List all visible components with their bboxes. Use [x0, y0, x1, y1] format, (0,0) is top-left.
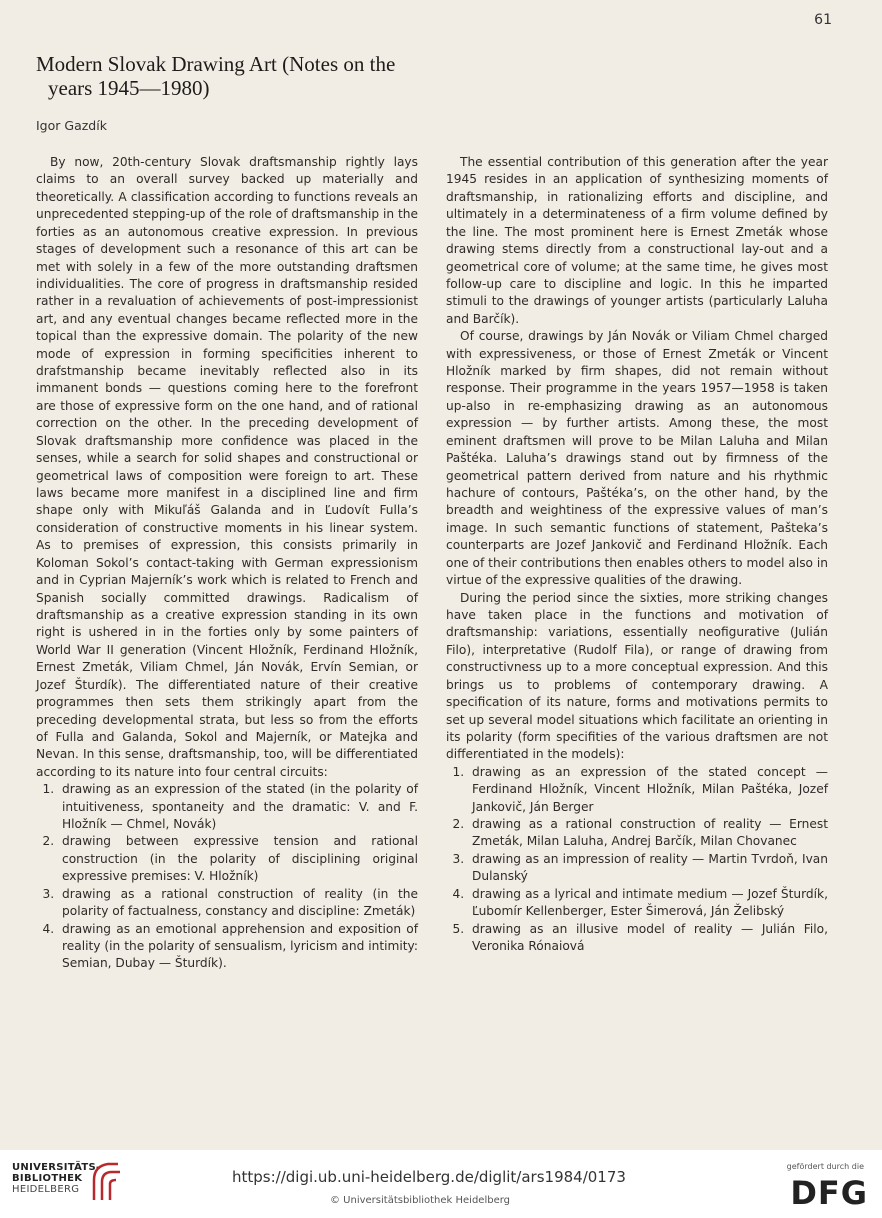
left-column: [36, 154, 418, 973]
right-paragraph: Of course, drawings by Ján Novák or Viliam Chmel charged with expressiveness, or those of Ernest Zmeták or Vincent Hložník marked by firm shapes, did not remain without response. Their programme in the years 1957—1958 is taken up-also in re-emphasizing drawing as an autonomous expression — by further artists. Among these, the most eminent draftsmen will prove to be Milan Laluha and Milan Paštéka. Laluha’s drawings stand out by firmness of the geometrical pattern derived from nature and his rhythmic hachure of contours, Paštéka’s, on the other hand, by the breadth and weightiness of the expressive values of man’s image. In such semantic functions of statement, Pašteka’s counterparts are Jozef Jankovič and Ferdinand Hložník. Each one of their contributions then enables others to model also in virtue of the expressive qualities of the drawing.: [446, 329, 828, 588]
article-title-line-1: Modern Slovak Drawing Art (Notes on the: [36, 52, 396, 76]
left-paragraph: By now, 20th-century Slovak draftsmanship rightly lays claims to an overall survey backed up materially and theoretically. A classification according to functions reveals an unprecedented stepping-up of the role of draftsmanship in the forties as an autonomous creative expression. In previous stages of development such a resonance of this art can be met with solely in a few of the more outstanding draftsmen individualities. The core of progress in draftsmanship resided rather in a revaluation of achievements of post-impressionist art, and any eventual changes became reflected more in the topical than the expressive domain. The polarity of the new mode of expression in forming specificities inherent to drafstmanship became inevitably reflected also in its immanent bonds — questions coming here to the forefront are those of expressive form on the one hand, and of rational correction on the other. In the preceding development of Slovak draftsmanship more confidence was placed in the senses, while a search for solid shapes and constructional or geometrical laws of composition were foreign to art. These laws became more manifest in a disciplined line and firm shape only with Mikuľáš Galanda and in Ľudovít Fulla’s consideration of constructive moments in his linear system. As to premises of expression, this consists primarily in Koloman Sokol’s contact-taking with German expressionism and in Cyprian Majerník’s work which is related to French and Spanish socially committed drawings. Radicalism of draftsmanship as a creative expression standing in its own right is ushered in in the forties only by some painters of World War II generation (Vincent Hložník, Ferdinand Hložník, Ernest Zmeták, Viliam Chmel, Ján Novák, Ervín Semian, or Jozef Šturdík). The differentiated nature of their creative programmes then sets them strikingly apart from the preceding developmental strata, but less so from the efforts of Fulla and Galanda, Sokol and Majerník, or Matejka and Nevan. In this sense, draftsmanship, too, will be differentiated according to its nature into four central circuits:: [36, 155, 418, 779]
copyright-notice: © Universitätsbibliothek Heidelberg: [330, 1195, 511, 1206]
left-list-item: 2. drawing between expressive tension and rational construction (in the polarity of disciplining original expressive premises: V. Hložník): [58, 833, 418, 885]
left-list-item: 1. drawing as an expression of the stated (in the polarity of intuitiveness, spontaneity and the dramatic: V. and F. Hložník — Chmel, Novák): [58, 781, 418, 833]
library-logo-line-2: BIBLIOTHEK: [12, 1173, 83, 1184]
right-paragraph: During the period since the sixties, more striking changes have taken place in the functions and motivation of draftsmanship: variations, essentially neofigurative (Julián Filo), interpretative (Rudolf Fila), or range of drawing from constructivness up to a more conceptual expression. And this brings us to problems of contemporary drawing. A specification of its nature, forms and motivations permits to set up several model situations which facilitate an orienting in its polarity (form specifities of the various draftsmen are not differentiated in the models):: [446, 590, 828, 762]
left-list: [36, 781, 418, 973]
footer-bar: [0, 1150, 882, 1218]
right-list-item: 5. drawing as an illusive model of reality — Julián Filo, Veronika Rónaiová: [468, 921, 828, 956]
right-paragraph: The essential contribution of this generation after the year 1945 resides in an application of synthesizing moments of draftsmanship, in rationalizing efforts and discipline, and ultimately in a determinateness of a firm volume defined by the line. The most prominent here is Ernest Zmeták whose drawing stems directly from a constructional lay-out and a geometrical core of volume; at the same time, he gives most follow-up care to discipline and logic. In this he imparted stimuli to the drawings of younger artists (particularly Laluha and Barčík).: [446, 155, 828, 326]
library-logo-line-3: HEIDELBERG: [12, 1184, 80, 1195]
right-column: [446, 154, 828, 955]
page-number: 61: [814, 12, 832, 28]
author-name: Igor Gazdík: [36, 118, 107, 133]
article-title: [36, 52, 456, 100]
dfg-logo[interactable]: DFG: [790, 1174, 868, 1212]
article-title-line-2: years 1945—1980): [48, 76, 210, 100]
citation-link[interactable]: https://digi.ub.uni-heidelberg.de/diglit/ars1984/0173: [232, 1168, 626, 1186]
right-list-item: 3. drawing as an impression of reality — Martin Tvrdoň, Ivan Dulanský: [468, 851, 828, 886]
left-list-item: 4. drawing as an emotional apprehension and exposition of reality (in the polarity of sensualism, lyricism and intimity: Semian, Dubay — Šturdík).: [58, 921, 418, 973]
right-list: [446, 764, 828, 956]
library-logo-line-1: UNIVERSITÄTS-: [12, 1162, 101, 1173]
funding-label: gefördert durch die: [786, 1162, 864, 1171]
library-emblem-icon: [88, 1160, 124, 1202]
right-list-item: 1. drawing as an expression of the stated concept — Ferdinand Hložník, Vincent Hložník, Milan Paštéka, Jozef Jankovič, Ján Berger: [468, 764, 828, 816]
right-list-item: 4. drawing as a lyrical and intimate medium — Jozef Šturdík, Ľubomír Kellenberger, Ester Šimerová, Ján Želibský: [468, 886, 828, 921]
right-list-item: 2. drawing as a rational construction of reality — Ernest Zmeták, Milan Laluha, Andrej Barčík, Milan Chovanec: [468, 816, 828, 851]
left-list-item: 3. drawing as a rational construction of reality (in the polarity of factualness, constancy and discipline: Zmeták): [58, 886, 418, 921]
